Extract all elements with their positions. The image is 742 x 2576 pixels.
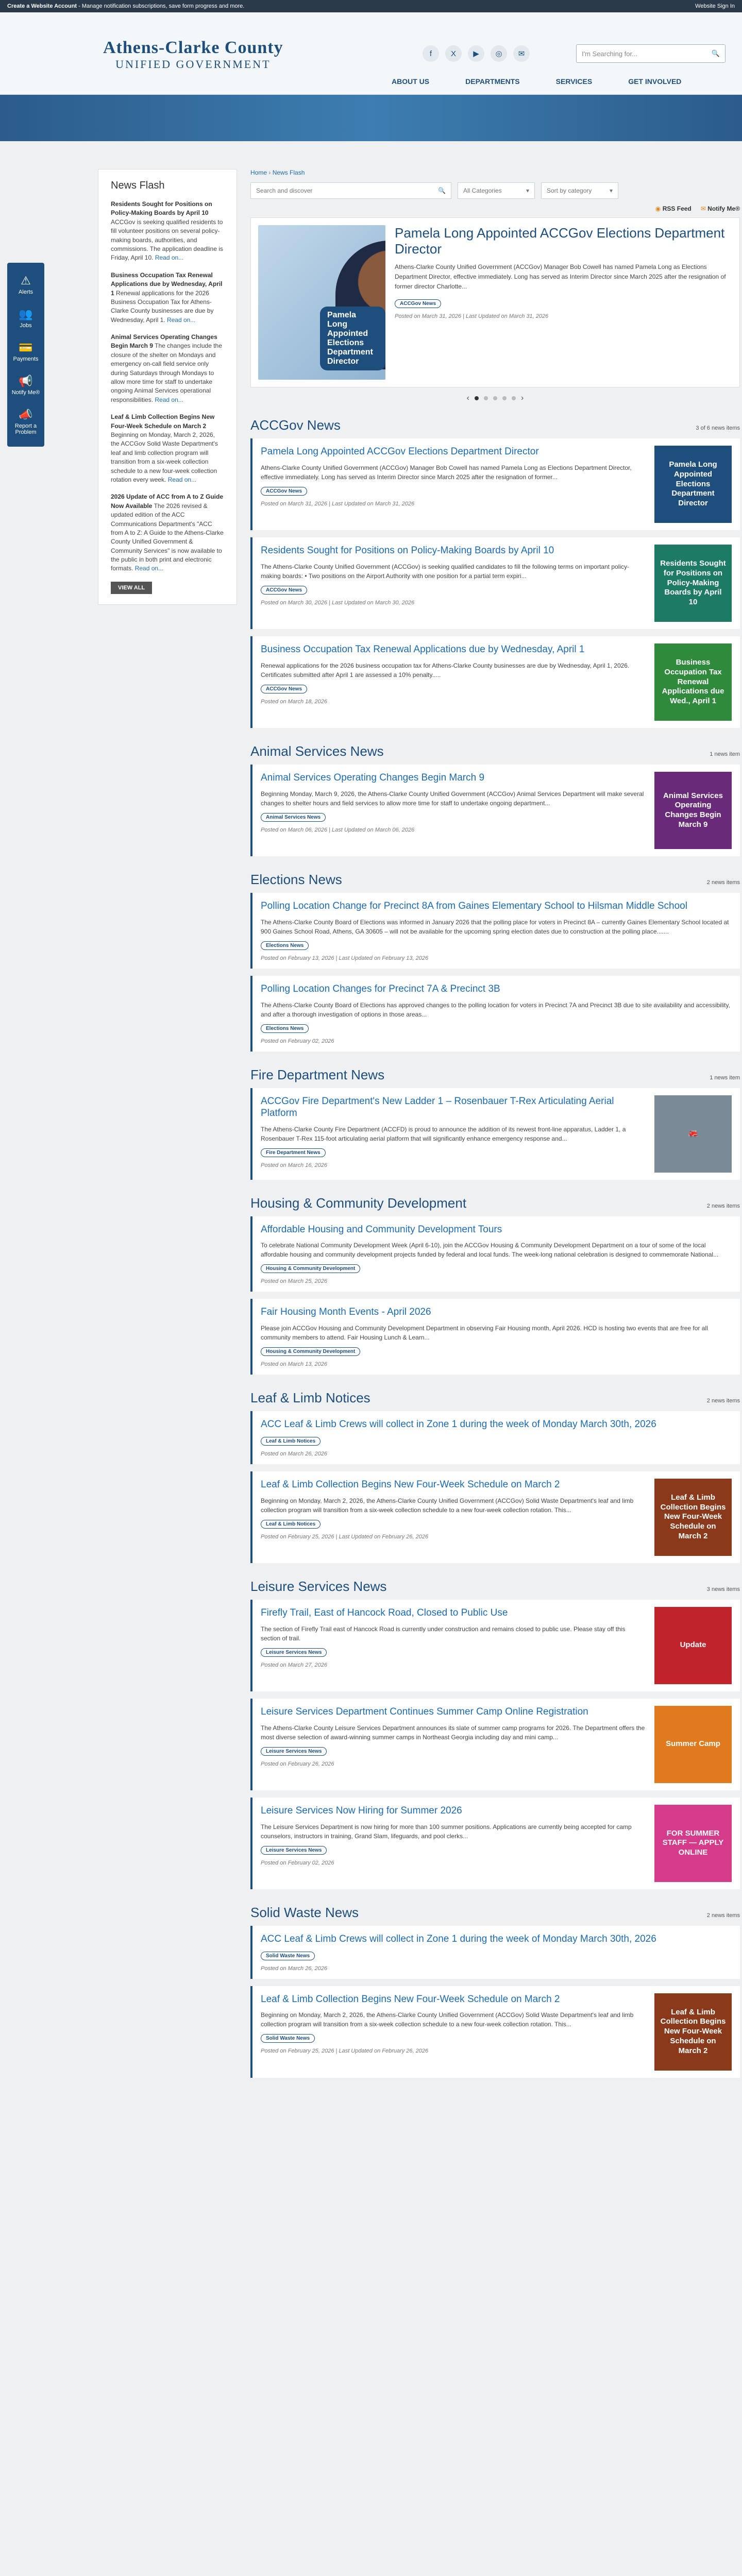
- news-card: [250, 1411, 740, 1464]
- news-summary: The Athens-Clarke County Unified Government (ACCGov) is seeking qualified candidates to fill the following terms on important policy-making boards: • Two positions on the Airport Authority with one position for a partial term expiri...: [261, 563, 629, 580]
- news-section: [250, 1067, 740, 1180]
- featured-caption: Pamela Long Appointed Elections Department Director: [320, 307, 385, 370]
- featured-summary: Athens-Clarke County Unified Government (ACCGov) Manager Bob Cowell has named Pamela Long as Elections Department Director, effective immediately. Long has served as Interim Director since March 2025 after the resignation of former director Charlotte...: [395, 263, 726, 290]
- carousel-dot[interactable]: [493, 396, 497, 400]
- filter-bar: [250, 182, 740, 199]
- news-meta: Posted on March 27, 2026: [261, 1662, 328, 1668]
- news-title[interactable]: Business Occupation Tax Renewal Applications due by Wednesday, April 1: [261, 644, 585, 655]
- news-title[interactable]: ACC Leaf & Limb Crews will collect in Zone 1 during the week of Monday March 30th, 2026: [261, 1933, 656, 1944]
- main-nav: [392, 77, 681, 86]
- chevron-down-icon: ▾: [526, 187, 529, 194]
- news-summary: The Athens-Clarke County Board of Elections has approved changes to the polling location for voters in Precinct 7A and Precinct 3B due to site availability and accessibility, and after a thorough investigation of options in those areas...: [261, 1001, 730, 1018]
- news-thumbnail[interactable]: Leaf & Limb Collection Begins New Four-Week Schedule on March 2: [654, 1993, 732, 2071]
- news-tag[interactable]: ACCGov News: [261, 586, 307, 595]
- section-count: 1 news item: [710, 751, 740, 757]
- payments-icon: 💳: [19, 341, 33, 354]
- news-title[interactable]: Polling Location Changes for Precinct 7A & Precinct 3B: [261, 983, 500, 994]
- news-flash-item: Animal Services Operating Changes Begin March 9 The changes include the closure of the shelter on Mondays and emergency on-call field service only during Saturdays through Mondays to allow more time for staff to undertake ongoing Animal Services operational responsibilities. Read on...: [111, 333, 222, 403]
- news-section: [250, 872, 740, 1052]
- section-title[interactable]: ACCGov News: [250, 417, 341, 433]
- read-on-link[interactable]: Read on...: [155, 396, 183, 403]
- news-summary: The Athens-Clarke County Leisure Services Department announces its slate of summer camp programs for 2026. The Department offers the most diverse selection of award-winning summer camps in Northeast Georgia including day and mini camp...: [261, 1724, 645, 1741]
- news-section: [250, 1579, 740, 1889]
- read-on-link[interactable]: Read on...: [166, 316, 196, 324]
- news-title[interactable]: Polling Location Change for Precinct 8A from Gaines Elementary School to Hilsman Middle School: [261, 901, 687, 911]
- rss-feed-link[interactable]: ◉ RSS Feed: [655, 205, 692, 212]
- search-icon: 🔍: [438, 187, 446, 194]
- site-header: [0, 12, 742, 95]
- news-flash-item: Residents Sought for Positions on Policy-Making Boards by April 10 ACCGov is seeking qualified residents to fill volunteer positions on several policy-making boards, authorities, and commissions. The application deadline is Friday, April 10. Read on...: [111, 200, 223, 262]
- news-flash-item: 2026 Update of ACC from A to Z Guide Now Available The 2026 revised & updated edition of the ACC Communications Department's "ACC from A to Z: A Guide to the Athens-Clarke County Unified Government & Community Services" is now available to the public in both print and electronic formats. Read on...: [111, 493, 224, 572]
- website-sign-in-link[interactable]: Website Sign In: [695, 3, 735, 9]
- news-title[interactable]: Leisure Services Department Continues Summer Camp Online Registration: [261, 1706, 588, 1717]
- news-thumbnail[interactable]: Business Occupation Tax Renewal Applications due Wed., April 1: [654, 643, 732, 721]
- read-on-link[interactable]: Read on...: [134, 565, 164, 572]
- news-flash-sidebar: [98, 169, 237, 605]
- news-card: [250, 537, 740, 629]
- featured-tag[interactable]: ACCGov News: [395, 299, 441, 308]
- news-title[interactable]: Fair Housing Month Events - April 2026: [261, 1307, 431, 1318]
- email-icon[interactable]: ✉: [513, 45, 530, 62]
- news-section: [250, 1905, 740, 2078]
- section-count: 3 news items: [706, 1586, 740, 1592]
- news-card: [250, 976, 740, 1052]
- news-tag[interactable]: ACCGov News: [261, 685, 307, 693]
- news-tag[interactable]: Leisure Services News: [261, 1648, 327, 1657]
- section-count: 2 news items: [706, 1912, 740, 1919]
- news-section: [250, 1390, 740, 1563]
- carousel-dot[interactable]: [484, 396, 488, 400]
- news-card: [250, 765, 740, 856]
- featured-meta: Posted on March 31, 2026 | Last Updated on March 31, 2026: [395, 313, 549, 320]
- mail-icon: ✉: [700, 205, 706, 212]
- news-card: [250, 438, 740, 530]
- prev-arrow-icon[interactable]: ‹: [466, 394, 469, 402]
- news-thumbnail[interactable]: Summer Camp: [654, 1706, 732, 1783]
- news-meta: Posted on February 25, 2026 | Last Updated on February 26, 2026: [261, 2048, 429, 2055]
- carousel-controls: [250, 394, 740, 403]
- news-summary: Renewal applications for the 2026 business occupation tax for Athens-Clarke County businesses are due by Wednesday, April 1, 2026. Certificates submitted after April 1 are assessed a 10% penalty.....: [261, 662, 630, 679]
- facebook-icon[interactable]: f: [423, 45, 439, 62]
- news-card: [250, 1986, 740, 2078]
- news-card: [250, 1088, 740, 1180]
- news-card: [250, 1699, 740, 1790]
- news-tag[interactable]: Elections News: [261, 941, 309, 950]
- search-icon[interactable]: 🔍: [711, 49, 720, 57]
- news-meta: Posted on March 06, 2026 | Last Updated on March 06, 2026: [261, 826, 415, 833]
- section-title[interactable]: Fire Department News: [250, 1066, 385, 1082]
- news-tag[interactable]: Leaf & Limb Notices: [261, 1520, 321, 1529]
- tool-payments[interactable]: 💳 Payments: [7, 335, 44, 368]
- carousel-dot[interactable]: [502, 396, 507, 400]
- news-summary: The Leisure Services Department is now hiring for more than 100 summer positions. Applications are currently being accepted for camp counselors, instructors in training, Grand Slam, lifeguards, and pool clerks...: [261, 1823, 632, 1840]
- news-flash-item-title[interactable]: Residents Sought for Positions on Policy-Making Boards by April 10: [111, 200, 212, 217]
- news-meta: Posted on February 26, 2026: [261, 1760, 334, 1767]
- news-tag[interactable]: Solid Waste News: [261, 2034, 315, 2043]
- read-on-link[interactable]: Read on...: [155, 254, 184, 262]
- news-title[interactable]: Leisure Services Now Hiring for Summer 2026: [261, 1805, 462, 1816]
- news-flash-item-title[interactable]: 2026 Update of ACC from A to Z Guide Now Available: [111, 493, 224, 510]
- news-tag[interactable]: Fire Department News: [261, 1148, 326, 1157]
- news-flash-title: News Flash: [111, 180, 165, 191]
- top-bar: [0, 0, 742, 12]
- news-tag[interactable]: Housing & Community Development: [261, 1347, 360, 1356]
- news-card: [250, 1299, 740, 1375]
- nav-about-us[interactable]: ABOUT US: [392, 77, 430, 86]
- sort-select[interactable]: Sort by category ▾: [541, 182, 618, 199]
- news-thumbnail[interactable]: Pamela Long Appointed Elections Department Director: [654, 446, 732, 523]
- tool-alerts[interactable]: ⚠ Alerts: [7, 268, 44, 301]
- news-card: [250, 1216, 740, 1292]
- news-card: [250, 1471, 740, 1563]
- news-meta: Posted on February 25, 2026 | Last Updated on February 26, 2026: [261, 1533, 429, 1540]
- news-title[interactable]: Pamela Long Appointed ACCGov Elections Department Director: [261, 446, 539, 457]
- breadcrumb-current[interactable]: News Flash: [272, 169, 305, 176]
- news-tag[interactable]: Leaf & Limb Notices: [261, 1437, 321, 1446]
- megaphone-icon: 📣: [19, 408, 33, 421]
- news-summary: Beginning on Monday, March 2, 2026, the Athens-Clarke County Unified Government (ACCGov) Solid Waste Department's leaf and limb collection program will transition from a six-week collection schedule to a new four-week collection rotation. This...: [261, 1497, 634, 1514]
- news-thumbnail[interactable]: Animal Services Operating Changes Begin March 9: [654, 772, 732, 849]
- section-title[interactable]: Leisure Services News: [250, 1578, 387, 1594]
- tool-notify-me[interactable]: 📢 Notify Me®: [7, 368, 44, 402]
- news-flash-item-title[interactable]: Leaf & Limb Collection Begins New Four-Week Schedule on March 2: [111, 413, 215, 430]
- news-summary: To celebrate National Community Development Week (April 6-10), join the ACCGov Housing & Community Development Department on a tour of some of the local affordable housing and community development projects funded by federal and local funds. The week-long national celebration is designed to commemorate National...: [261, 1242, 719, 1259]
- news-title[interactable]: Leaf & Limb Collection Begins New Four-Week Schedule on March 2: [261, 1993, 560, 2005]
- section-title[interactable]: Solid Waste News: [250, 1904, 359, 1920]
- category-select[interactable]: All Categories ▾: [458, 182, 535, 199]
- section-title[interactable]: Housing & Community Development: [250, 1195, 467, 1211]
- nav-departments[interactable]: DEPARTMENTS: [465, 77, 520, 86]
- news-tag[interactable]: Elections News: [261, 1024, 309, 1033]
- news-tag[interactable]: ACCGov News: [261, 487, 307, 496]
- section-title[interactable]: Leaf & Limb Notices: [250, 1390, 370, 1405]
- tool-report-problem[interactable]: 📣 Report a Problem: [7, 402, 44, 442]
- featured-text: [395, 225, 732, 380]
- notify-icon: 📢: [19, 375, 33, 387]
- news-meta: Posted on March 26, 2026: [261, 1965, 328, 1972]
- news-card: [250, 1798, 740, 1889]
- carousel-dot[interactable]: [512, 396, 516, 400]
- news-tag[interactable]: Housing & Community Development: [261, 1264, 360, 1273]
- news-search-input[interactable]: Search and discover 🔍: [250, 182, 451, 199]
- breadcrumb: Home › News Flash: [250, 169, 305, 176]
- alert-icon: ⚠: [21, 274, 31, 287]
- news-meta: Posted on March 18, 2026: [261, 698, 328, 705]
- read-on-link[interactable]: Read on...: [167, 476, 197, 483]
- news-section: [250, 1195, 740, 1375]
- hero-band: [0, 95, 742, 141]
- news-card: [250, 636, 740, 728]
- news-meta: Posted on February 02, 2026: [261, 1038, 334, 1044]
- news-summary: The Athens-Clarke County Fire Department (ACCFD) is proud to announce the addition of its newest front-line apparatus, Ladder 1, a Rosenbauer T-Rex 115-foot articulating aerial platform that will significantly enhance emergency response and...: [261, 1126, 626, 1142]
- rss-icon: ◉: [655, 205, 661, 212]
- news-thumbnail[interactable]: Residents Sought for Positions on Policy-Making Boards by April 10: [654, 545, 732, 622]
- news-card: [250, 1926, 740, 1979]
- section-title[interactable]: Elections News: [250, 872, 342, 887]
- section-count: 1 news item: [710, 1074, 740, 1081]
- news-title[interactable]: Animal Services Operating Changes Begin March 9: [261, 772, 485, 783]
- news-summary: The section of Firefly Trail east of Hancock Road is currently under construction and remains closed to public use. Please stay off this section of trail.: [261, 1625, 626, 1642]
- news-thumbnail[interactable]: FOR SUMMER STAFF — APPLY ONLINE: [654, 1805, 732, 1882]
- news-summary: Beginning on Monday, March 2, 2026, the Athens-Clarke County Unified Government (ACCGov) Solid Waste Department's leaf and limb collection program will transition from a six-week collection schedule to a new four-week collection rotation. This...: [261, 2011, 634, 2028]
- news-summary: Athens-Clarke County Unified Government (ACCGov) Manager Bob Cowell has named Pamela Long as Elections Department Director, effective immediately. Long has served as Interim Director since March 2025 after the resignation of former...: [261, 464, 632, 481]
- site-search-input[interactable]: I'm Searching for... 🔍: [576, 44, 726, 63]
- news-meta: Posted on February 13, 2026 | Last Updated on February 13, 2026: [261, 955, 429, 961]
- news-thumbnail[interactable]: 🚒: [654, 1095, 732, 1173]
- news-title[interactable]: Affordable Housing and Community Development Tours: [261, 1224, 502, 1235]
- news-meta: Posted on February 02, 2026: [261, 1859, 334, 1866]
- news-flash-item-title[interactable]: Animal Services Operating Changes Begin March 9: [111, 333, 217, 350]
- news-tag[interactable]: Solid Waste News: [261, 1952, 315, 1960]
- news-flash-item: Leaf & Limb Collection Begins New Four-Week Schedule on March 2 Beginning on Monday, March 2, 2026, the ACCGov Solid Waste Department's leaf and limb collection program will transition from a six-week collection schedule to a new four-week collection rotation every week. Read on...: [111, 413, 218, 483]
- news-title[interactable]: Residents Sought for Positions on Policy-Making Boards by April 10: [261, 545, 554, 556]
- social-links: [423, 45, 530, 62]
- news-summary: The Athens-Clarke County Board of Elections was informed in January 2026 that the polling place for voters in Precinct 8A – currently Gaines Elementary School located at 900 Gaines School Road, Athens, GA 30605 – will not be available for the upcoming spring election dates due to construction at the polling place.......: [261, 918, 729, 935]
- news-title[interactable]: ACCGov Fire Department's New Ladder 1 – Rosenbauer T-Rex Articulating Aerial Platform: [261, 1095, 614, 1119]
- instagram-icon[interactable]: ◎: [491, 45, 507, 62]
- news-summary: Beginning Monday, March 9, 2026, the Athens-Clarke County Unified Government (ACCGov) Animal Services Department will make several changes to shelter hours and field services to allow more time for staff to undertake ongoing department...: [261, 790, 644, 807]
- create-account-link[interactable]: Create a Website Account: [7, 3, 77, 9]
- news-title[interactable]: ACC Leaf & Limb Crews will collect in Zone 1 during the week of Monday March 30th, 2026: [261, 1419, 656, 1430]
- news-flash-item: Business Occupation Tax Renewal Applications due by Wednesday, April 1 Renewal applications for the 2026 Business Occupation Tax for Athens-Clarke County businesses are due by Wednesday, April 1. Read on...: [111, 271, 223, 324]
- breadcrumb-home[interactable]: Home: [250, 169, 267, 176]
- news-thumbnail[interactable]: Leaf & Limb Collection Begins New Four-Week Schedule on March 2: [654, 1479, 732, 1556]
- news-card: [250, 1600, 740, 1691]
- section-title[interactable]: Animal Services News: [250, 743, 384, 759]
- tool-jobs[interactable]: 👥 Jobs: [7, 301, 44, 335]
- section-count: 2 news items: [706, 879, 740, 886]
- news-meta: Posted on March 26, 2026: [261, 1450, 328, 1457]
- news-summary: Please join ACCGov Housing and Community Development Department in observing Fair Housing month, April 2026. HCD is hosting two events that are free for all community members to attend. Fair Housing Lunch & Learn...: [261, 1325, 708, 1341]
- nav-get-involved[interactable]: GET INVOLVED: [628, 77, 682, 86]
- feed-links: [250, 205, 740, 212]
- news-card: [250, 893, 740, 969]
- notify-me-link[interactable]: ✉ Notify Me®: [700, 205, 740, 212]
- site-logo[interactable]: Athens-Clarke County UNIFIED GOVERNMENT: [103, 38, 283, 71]
- x-icon[interactable]: X: [445, 45, 462, 62]
- news-flash-item-title[interactable]: Business Occupation Tax Renewal Applications due by Wednesday, April 1: [111, 271, 223, 297]
- news-tag[interactable]: Animal Services News: [261, 813, 326, 822]
- news-meta: Posted on March 16, 2026: [261, 1162, 328, 1168]
- news-tag[interactable]: Leisure Services News: [261, 1747, 327, 1756]
- chevron-down-icon: ▾: [609, 187, 613, 194]
- news-meta: Posted on March 13, 2026: [261, 1361, 328, 1367]
- news-meta: Posted on March 30, 2026 | Last Updated on March 30, 2026: [261, 599, 415, 606]
- news-tag[interactable]: Leisure Services News: [261, 1846, 327, 1855]
- jobs-icon: 👥: [19, 308, 33, 320]
- featured-title[interactable]: Pamela Long Appointed ACCGov Elections Department Director: [395, 225, 725, 257]
- news-section: [250, 743, 740, 856]
- view-all-button[interactable]: VIEW ALL: [111, 582, 152, 594]
- youtube-icon[interactable]: ▶: [468, 45, 484, 62]
- news-title[interactable]: Firefly Trail, East of Hancock Road, Closed to Public Use: [261, 1607, 508, 1618]
- nav-services[interactable]: SERVICES: [555, 77, 593, 86]
- quick-tools: [7, 263, 44, 447]
- section-count: 2 news items: [706, 1398, 740, 1404]
- featured-news-carousel: [250, 217, 740, 387]
- next-arrow-icon[interactable]: ›: [521, 394, 524, 402]
- create-account-text: - Manage notification subscriptions, save form progress and more.: [77, 3, 245, 9]
- news-thumbnail[interactable]: Update: [654, 1607, 732, 1684]
- news-section: [250, 417, 740, 728]
- news-title[interactable]: Leaf & Limb Collection Begins New Four-Week Schedule on March 2: [261, 1479, 560, 1490]
- section-count: 3 of 6 news items: [696, 425, 740, 431]
- main-content: [250, 169, 740, 2093]
- featured-image[interactable]: [258, 225, 385, 380]
- news-meta: Posted on March 31, 2026 | Last Updated on March 31, 2026: [261, 500, 415, 507]
- section-count: 2 news items: [706, 1202, 740, 1209]
- carousel-dot[interactable]: [475, 396, 479, 400]
- news-meta: Posted on March 25, 2026: [261, 1278, 328, 1285]
